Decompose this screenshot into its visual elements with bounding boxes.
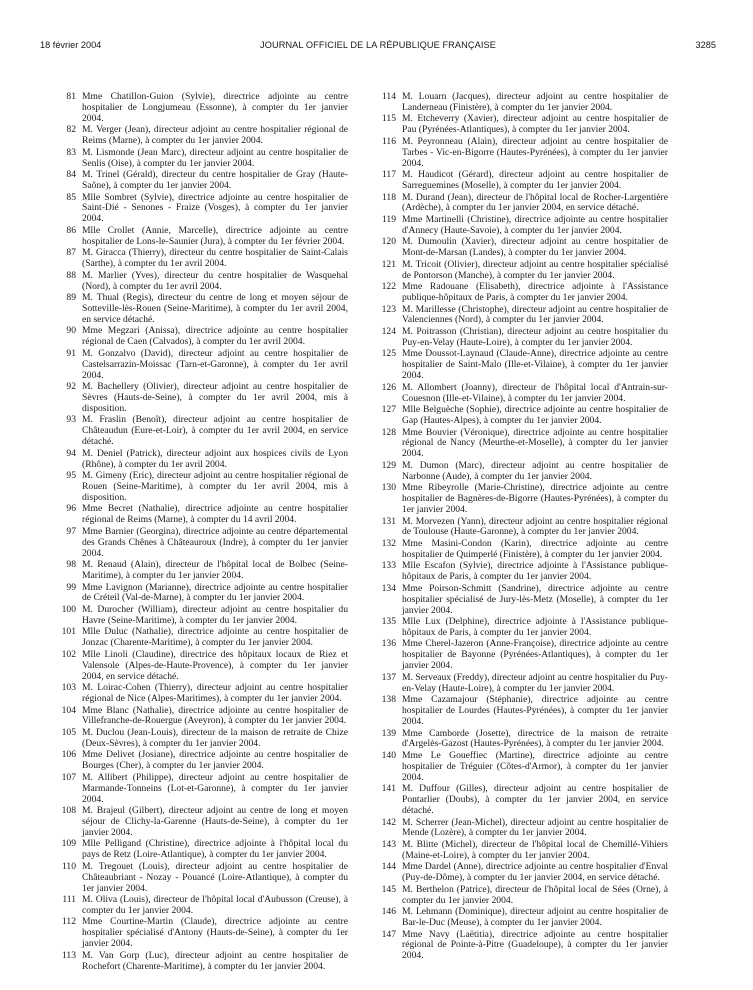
entry-text: Mme Martinelli (Christine), directrice adjointe au centre hospitalier d'Annecy (Haute-Savoie), à compter du 1er janvier 2004.: [402, 213, 668, 236]
entry-text: M. Peyronneau (Alain), directeur adjoint au centre hospitalier de Tarbes - Vic-en-Bigorre (Hautes-Pyrénées), à compter du 1er janvier 2004.: [402, 135, 668, 169]
entry-number: 107: [61, 771, 76, 783]
entry-text: Mlle Duluc (Nathalie), directrice adjointe au centre hospitalier de Jonzac (Charente-Maritime), à compter du 1er janvier 2004.: [82, 626, 348, 649]
entry-text: Mlle Pelligand (Christine), directrice adjointe à l'hôpital local du pays de Retz (Loire-Atlantique), à compter du 1er janvier 2004.: [82, 838, 348, 861]
nomination-entry: [378, 862, 668, 884]
entry-text: Mme Megzari (Anissa), directrice adjointe au centre hospitalier régional de Caen (Calvados), à compter du 1er avril 2004.: [82, 325, 348, 348]
entry-text: M. Tregouet (Louis), directeur adjoint au centre hospitalier de Châteaubriant - Nozay - Pouancé (Loire-Atlantique), à compter du 1er janvier 2004.: [82, 860, 348, 894]
entry-number: 146: [381, 906, 396, 918]
entry-number: 97: [66, 525, 76, 537]
entry-number: 100: [61, 603, 76, 615]
entry-text: M. Bachellery (Olivier), directeur adjoint au centre hospitalier de Sèvres (Hauts-de-Seine), à compter du 1er avril 2004, mis à disposition.: [82, 381, 348, 414]
entry-text: M. Morvezen (Yann), directeur adjoint au centre hospitalier régional de Toulouse (Haute-Garonne), à compter du 1er janvier 2004.: [402, 515, 668, 538]
entry-text: M. Marlier (Yves), directeur du centre hospitalier de Wasquehal (Nord), à compter du 1er avril 2004.: [82, 269, 348, 292]
entry-number: 139: [381, 727, 396, 739]
entry-text: M. Durand (Jean), directeur de l'hôpital local de Rocher-Largentière (Ardèche), à compter du 1er janvier 2004, en service détaché.: [402, 191, 668, 214]
nomination-entry: [378, 517, 668, 539]
entry-text: Mme Poirson-Schmitt (Sandrine), directrice adjointe au centre hospitalier spécialisé de Jury-lès-Metz (Moselle), à compter du 1er janvier 2004.: [402, 582, 668, 616]
nomination-entry: [58, 862, 348, 895]
entry-number: 81: [66, 91, 76, 102]
nomination-entry: [378, 840, 668, 862]
entry-text: M. Etcheverry (Xavier), directeur adjoint au centre hospitalier de Pau (Pyrénées-Atlantiques), à compter du 1er janvier 2004.: [402, 113, 668, 136]
nomination-entry: [378, 260, 668, 282]
nomination-entry: [58, 951, 348, 973]
entry-number: 119: [381, 213, 396, 225]
entry-text: M. Blitte (Michel), directeur de l'hôpital local de Chemillé-Vihiers (Maine-et-Loire), à compter du 1er janvier 2004.: [402, 838, 668, 861]
entry-text: M. Durocher (William), directeur adjoint au centre hospitalier du Havre (Seine-Maritime), à compter du 1er janvier 2004.: [82, 603, 348, 626]
nomination-entry: [58, 193, 348, 226]
entry-text: Mme Blanc (Nathalie), directrice adjointe au centre hospitalier de Villefranche-de-Rouergue (Aveyron), à compter du 1er janvier 2004.: [82, 704, 348, 727]
nomination-entry: [58, 226, 348, 248]
nomination-entry: [58, 627, 348, 649]
entry-text: M. Dumon (Marc), directeur adjoint au centre hospitalier de Narbonne (Aude), à compter du 1er janvier 2004.: [402, 459, 668, 482]
entry-text: M. Allibert (Philippe), directeur adjoint au centre hospitalier de Marmande-Tonneins (Lot-et-Garonne), à compter du 1er janvier 2004.: [82, 771, 348, 805]
entry-text: Mme Radouane (Elisabeth), directrice adjointe à l'Assistance publique-hôpitaux de Paris, à compter du 1er janvier 2004.: [402, 281, 668, 304]
entry-text: Mlle Sombret (Sylvie), directrice adjointe au centre hospitalier de Saint-Dié - Senones - Fraize (Vosges), à compter du 1er janvier 2004.: [82, 191, 348, 225]
entry-number: 110: [61, 860, 76, 872]
nomination-entry: [378, 428, 668, 461]
nomination-entry: [58, 471, 348, 504]
entry-text: M. Fraslin (Benoît), directeur adjoint au centre hospitalier de Châteaudun (Eure-et-Loir), à compter du 1er avril 2004, en service détaché.: [82, 414, 348, 448]
nomination-entry: [378, 114, 668, 136]
entry-text: Mme Barnier (Georgina), directrice adjointe au centre départemental des Grands Chênes à Châteauroux (Indre), à compter du 1er janvier 2004.: [82, 525, 348, 559]
entry-text: M. Tricoit (Olivier), directeur adjoint au centre hospitalier spécialisé de Pontorson (Manche), à compter du 1er janvier 2004.: [402, 258, 668, 281]
nomination-entry: [378, 907, 668, 929]
entry-text: M. Haudicot (Gérard), directeur adjoint au centre hospitalier de Sarreguemines (Moselle), à compter du 1er janvier 2004.: [402, 169, 668, 192]
entry-text: Mlle Lux (Delphine), directrice adjointe à l'Assistance publique-hôpitaux de Paris, à compter du 1er janvier 2004.: [402, 616, 668, 638]
nomination-entry: [58, 583, 348, 605]
entry-number: 104: [61, 704, 76, 716]
entry-number: 115: [381, 113, 396, 125]
entry-number: 138: [381, 694, 396, 706]
entry-number: 112: [61, 916, 76, 928]
entry-number: 144: [381, 861, 396, 873]
entry-number: 87: [66, 247, 76, 259]
left-column: [58, 92, 348, 973]
nomination-entry: [58, 170, 348, 192]
journal-title: JOURNAL OFFICIEL DE LA RÉPUBLIQUE FRANÇAISE: [260, 40, 496, 50]
nomination-entry: [58, 773, 348, 806]
entry-number: 114: [381, 91, 396, 102]
nomination-entry: [58, 750, 348, 772]
nomination-entry: [58, 683, 348, 705]
entry-number: 105: [61, 726, 76, 738]
nomination-entry: [378, 784, 668, 817]
entry-text: Mme Le Goueffiec (Martine), directrice adjointe au centre hospitalier de Tréguier (Côtes-d'Armor), à compter du 1er janvier 2004.: [402, 749, 668, 783]
nomination-entry: [58, 293, 348, 326]
nomination-entry: [58, 839, 348, 861]
entry-number: 111: [62, 894, 76, 906]
entry-number: 113: [61, 949, 76, 961]
entry-number: 118: [381, 191, 396, 203]
entry-text: Mme Chatillon-Guion (Sylvie), directrice adjointe au centre hospitalier de Longjumeau (Essonne), à compter du 1er janvier 2004.: [82, 91, 348, 124]
entry-number: 125: [381, 348, 396, 360]
nomination-entry: [58, 806, 348, 839]
entry-number: 93: [66, 414, 76, 426]
nomination-entry: [378, 137, 668, 170]
nomination-entry: [378, 461, 668, 483]
entry-number: 82: [66, 124, 76, 136]
entry-text: M. Trinel (Gérald), directeur du centre hospitalier de Gray (Haute-Saône), à compter du 1er janvier 2004.: [82, 169, 348, 192]
entry-text: M. Marillesse (Christophe), directeur adjoint au centre hospitalier de Valenciennes (Nord), à compter du 1er janvier 2004.: [402, 303, 668, 326]
entry-text: Mme Camborde (Josette), directrice de la maison de retraite d'Argelès-Gazost (Hautes-Pyrénées), à compter du 1er janvier 2004.: [402, 727, 668, 750]
entry-text: Mme Cherel-Jazeron (Anne-Françoise), directrice adjointe au centre hospitalier de Bayonne (Pyrénées-Atlantiques), à compter du 1er janvier 2004.: [402, 638, 668, 672]
entry-text: M. Duclou (Jean-Louis), directeur de la maison de retraite de Chize (Deux-Sèvres), à compter du 1er janvier 2004.: [82, 726, 348, 749]
entry-text: Mlle Escafon (Sylvie), directrice adjointe à l'Assistance publique-hôpitaux de Paris, à compter du 1er janvier 2004.: [402, 560, 668, 583]
entry-number: 122: [381, 281, 396, 293]
entry-number: 109: [61, 838, 76, 850]
entry-text: M. Gonzalvo (David), directeur adjoint au centre hospitalier de Castelsarrazin-Moissac (Tarn-et-Garonne), à compter du 1er avril 2004.: [82, 347, 348, 381]
entry-text: M. Van Gorp (Luc), directeur adjoint au centre hospitalier de Rochefort (Charente-Maritime), à compter du 1er janvier 2004.: [82, 949, 348, 972]
entry-number: 127: [381, 404, 396, 416]
nomination-entry: [58, 728, 348, 750]
entry-text: M. Deniel (Patrick), directeur adjoint aux hospices civils de Lyon (Rhône), à compter du 1er avril 2004.: [82, 447, 348, 470]
page-number: 3285: [695, 40, 716, 50]
nomination-entry: [58, 415, 348, 448]
entry-number: 128: [381, 426, 396, 438]
entry-text: M. Poitrasson (Christian), directeur adjoint au centre hospitalier du Puy-en-Velay (Haute-Loire), à compter du 1er janvier 2004.: [402, 325, 668, 348]
entry-number: 94: [66, 447, 76, 459]
nomination-entry: [378, 170, 668, 192]
nomination-entry: [58, 650, 348, 683]
entry-number: 95: [66, 470, 76, 482]
nomination-entry: [378, 383, 668, 405]
nomination-entry: [378, 305, 668, 327]
entry-number: 121: [381, 258, 396, 270]
nomination-entry: [378, 327, 668, 349]
entry-text: Mlle Linoli (Claudine), directrice des hôpitaux locaux de Riez et Valensole (Alpes-de-Haute-Provence), à compter du 1er janvier 2004, en service détaché.: [82, 648, 348, 682]
entry-number: 137: [381, 671, 396, 683]
nomination-entry: [378, 215, 668, 237]
entry-number: 120: [381, 236, 396, 248]
nomination-entry: [58, 917, 348, 950]
nomination-entry: [378, 237, 668, 259]
entry-text: M. Duffour (Gilles), directeur adjoint au centre hospitalier de Pontarlier (Doubs), à compter du 1er janvier 2004, en service détaché.: [402, 783, 668, 817]
entry-text: M. Dumoulin (Xavier), directeur adjoint au centre hospitalier de Mont-de-Marsan (Landes), à compter du 1er janvier 2004.: [402, 236, 668, 259]
entry-number: 108: [61, 805, 76, 817]
nomination-entry: [378, 349, 668, 382]
entry-number: 92: [66, 381, 76, 393]
entry-text: M. Brajeul (Gilbert), directeur adjoint au centre de long et moyen séjour de Clichy-la-Garenne (Hauts-de-Seine), à compter du 1er janvier 2004.: [82, 805, 348, 838]
entry-text: Mme Dardel (Anne), directrice adjointe au centre hospitalier d'Enval (Puy-de-Dôme), à compter du 1er janvier 2004, en service détaché.: [402, 861, 668, 884]
entry-number: 84: [66, 169, 76, 181]
nomination-entry: [58, 326, 348, 348]
entry-number: 83: [66, 146, 76, 158]
nomination-entry: [58, 527, 348, 560]
entry-number: 85: [66, 191, 76, 203]
nomination-entry: [378, 673, 668, 695]
entry-number: 145: [381, 883, 396, 895]
entry-number: 96: [66, 503, 76, 515]
entry-text: M. Lismonde (Jean Marc), directeur adjoint au centre hospitalier de Senlis (Oise), à compter du 1er janvier 2004.: [82, 146, 348, 169]
entry-number: 142: [381, 816, 396, 828]
nomination-entry: [378, 405, 668, 427]
entry-number: 106: [61, 749, 76, 761]
entry-number: 126: [381, 381, 396, 393]
page-header: [40, 40, 716, 54]
entry-text: Mme Navy (Laëtitia), directrice adjointe au centre hospitalier régional de Pointe-à-Pitre (Guadeloupe), à compter du 1er janvier 2004.: [402, 928, 668, 962]
entry-text: Mlle Crollet (Annie, Marcelle), directrice adjointe au centre hospitalier de Lons-le-Saunier (Jura), à compter du 1er février 2004.: [82, 224, 348, 247]
nomination-entry: [58, 148, 348, 170]
entry-number: 129: [381, 459, 396, 471]
entry-text: Mme Cazamajour (Stéphanie), directrice adjointe au centre hospitalier de Lourdes (Hautes-Pyrénées), à compter du 1er janvier 2004.: [402, 694, 668, 727]
nomination-entry: [58, 605, 348, 627]
entry-number: 98: [66, 559, 76, 571]
entry-text: Mme Becret (Nathalie), directrice adjointe au centre hospitalier régional de Reims (Marne), à compter du 14 avril 2004.: [82, 503, 348, 526]
nomination-entry: [378, 539, 668, 561]
nomination-entry: [378, 282, 668, 304]
nomination-entry: [378, 561, 668, 583]
nomination-entry: [378, 930, 668, 963]
entry-number: 141: [381, 783, 396, 795]
nomination-entry: [378, 751, 668, 784]
entry-number: 102: [61, 648, 76, 660]
entry-number: 135: [381, 616, 396, 628]
nomination-entry: [378, 639, 668, 672]
nomination-entry: [58, 125, 348, 147]
right-column: [378, 92, 668, 963]
entry-number: 86: [66, 224, 76, 236]
entry-text: M. Berthelon (Patrice), directeur de l'hôpital local de Sées (Orne), à compter du 1er janvier 2004.: [402, 883, 668, 906]
entry-number: 101: [61, 626, 76, 638]
entry-number: 88: [66, 269, 76, 281]
entry-text: M. Loirac-Cohen (Thierry), directeur adjoint au centre hospitalier régional de Nice (Alpes-Maritimes), à compter du 1er janvier 2004.: [82, 682, 348, 704]
entry-text: Mme Doussot-Laynaud (Claude-Anne), directrice adjointe au centre hospitalier de Saint-Malo (Ille-et-Vilaine), à compter du 1er janvier 2004.: [402, 348, 668, 382]
entry-text: M. Oliva (Louis), directeur de l'hôpital local d'Aubusson (Creuse), à compter du 1er janvier 2004.: [82, 894, 348, 916]
entry-number: 123: [381, 303, 396, 315]
nomination-entry: [378, 885, 668, 907]
nomination-entry: [58, 248, 348, 270]
entry-number: 91: [66, 347, 76, 359]
entry-text: M. Gimeny (Eric), directeur adjoint au centre hospitalier régional de Rouen (Seine-Maritime), à compter du 1er avril 2004, mis à disposition.: [82, 470, 348, 503]
entry-number: 99: [66, 581, 76, 593]
entry-number: 103: [61, 682, 76, 694]
entry-number: 90: [66, 325, 76, 337]
entry-text: Mme Masini-Condon (Karin), directrice adjointe au centre hospitalier de Quimperlé (Finistère), à compter du 1er janvier 2004.: [402, 537, 668, 560]
nomination-entry: [378, 818, 668, 840]
entry-number: 132: [381, 537, 396, 549]
entry-text: M. Serveaux (Freddy), directeur adjoint au centre hospitalier du Puy-en-Velay (Haute-Loire), à compter du 1er janvier 2004.: [402, 671, 668, 694]
entry-text: Mme Ribeyrolle (Marie-Christine), directrice adjointe au centre hospitalier de Bagnères-de-Bigorre (Hautes-Pyrénées), à compter du 1er janvier 2004.: [402, 482, 668, 516]
entry-text: M. Thual (Regis), directeur du centre de long et moyen séjour de Sotteville-lès-Rouen (Seine-Maritime), à compter du 1er avril 2004, en service détaché.: [82, 292, 348, 325]
nomination-entry: [58, 382, 348, 415]
nomination-entry: [378, 92, 668, 114]
entry-text: M. Scherrer (Jean-Michel), directeur adjoint au centre hospitalier de Mende (Lozère), à compter du 1er janvier 2004.: [402, 816, 668, 839]
entry-number: 117: [381, 169, 396, 181]
entry-text: M. Verger (Jean), directeur adjoint au centre hospitalier régional de Reims (Marne), à compter du 1er janvier 2004.: [82, 124, 348, 147]
nomination-entry: [58, 706, 348, 728]
nomination-entry: [58, 349, 348, 382]
entry-number: 134: [381, 582, 396, 594]
entry-text: M. Lehmann (Dominique), directeur adjoint au centre hospitalier de Bar-le-Duc (Meuse), à compter du 1er janvier 2004.: [402, 906, 668, 929]
entry-number: 89: [66, 292, 76, 304]
entry-text: M. Louarn (Jacques), directeur adjoint au centre hospitalier de Landerneau (Finistère), à compter du 1er janvier 2004.: [402, 91, 668, 113]
nomination-entry: [58, 449, 348, 471]
nomination-entry: [58, 504, 348, 526]
entry-number: 116: [381, 135, 396, 147]
entry-text: Mme Bouvier (Véronique), directrice adjointe au centre hospitalier régional de Nancy (Meurthe-et-Moselle), à compter du 1er janvier 2004.: [402, 426, 668, 460]
entry-text: M. Allombert (Joanny), directeur de l'hôpital local d'Antrain-sur-Couesnon (Ille-et-Vilaine), à compter du 1er janvier 2004.: [402, 381, 668, 404]
entry-number: 147: [381, 928, 396, 940]
nomination-entry: [378, 483, 668, 516]
nomination-entry: [378, 584, 668, 617]
nomination-entry: [58, 92, 348, 125]
entry-text: Mme Delivet (Josiane), directrice adjointe au centre hospitalier de Bourges (Cher), à compter du 1er janvier 2004.: [82, 749, 348, 772]
publication-date: 18 février 2004: [40, 40, 102, 50]
entry-number: 131: [381, 515, 396, 527]
entry-number: 130: [381, 482, 396, 494]
nomination-entry: [378, 695, 668, 728]
entry-number: 124: [381, 325, 396, 337]
entry-number: 140: [381, 749, 396, 761]
entry-text: M. Giracca (Thierry), directeur du centre hospitalier de Saint-Calais (Sarthe), à compter du 1er avril 2004.: [82, 247, 348, 270]
entry-text: Mme Lavignon (Marianne), directrice adjointe au centre hospitalier de Créteil (Val-de-Marne), à compter du 1er janvier 2004.: [82, 581, 348, 604]
nomination-entry: [58, 271, 348, 293]
nomination-entry: [58, 895, 348, 917]
entry-text: Mme Courtine-Martin (Claude), directrice adjointe au centre hospitalier spécialisé d'Antony (Hauts-de-Seine), à compter du 1er janvier 2004.: [82, 916, 348, 950]
entry-text: M. Renaud (Alain), directeur de l'hôpital local de Bolbec (Seine-Maritime), à compter du 1er janvier 2004.: [82, 559, 348, 582]
nomination-entry: [378, 617, 668, 639]
nomination-entry: [378, 729, 668, 751]
nomination-entry: [378, 193, 668, 215]
entry-text: Mlle Belguèche (Sophie), directrice adjointe au centre hospitalier de Gap (Hautes-Alpes), à compter du 1er janvier 2004.: [402, 404, 668, 426]
entry-number: 133: [381, 560, 396, 572]
nomination-entry: [58, 560, 348, 582]
entry-number: 143: [381, 838, 396, 850]
entry-number: 136: [381, 638, 396, 650]
